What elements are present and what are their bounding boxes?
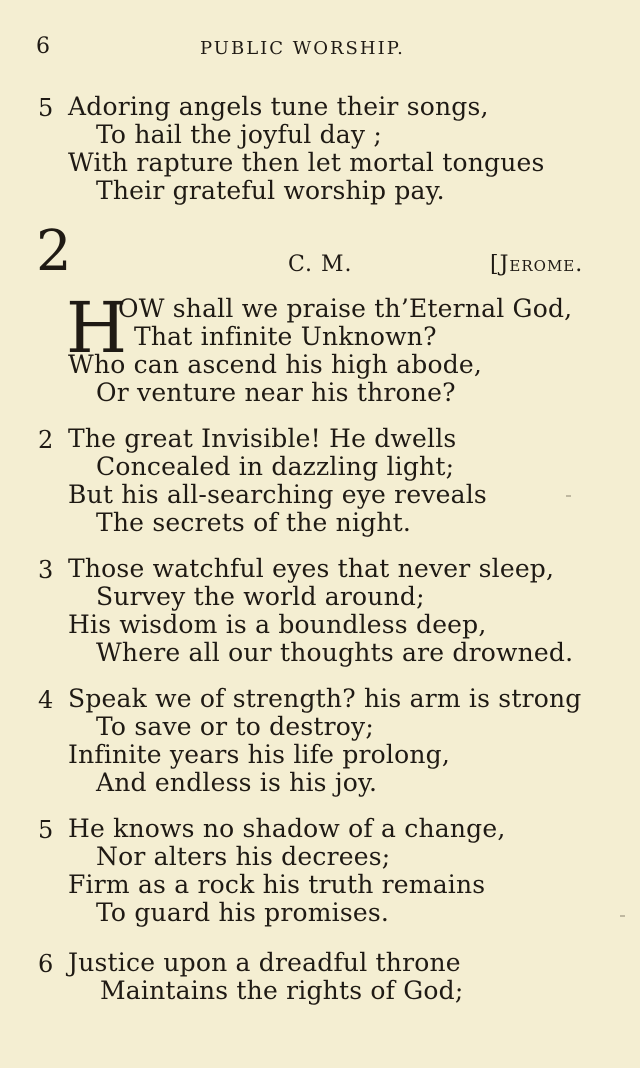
page-number: 6 (36, 34, 51, 59)
verse-line: Speak we of strength? his arm is strong (68, 684, 582, 713)
verse-line: Firm as a rock his truth remains (68, 870, 486, 899)
verse-line: That infinite Unknown? (134, 322, 437, 351)
verse-line: Their grateful worship pay. (96, 176, 445, 205)
verse-line: To guard his promises. (96, 898, 390, 927)
verse-line: The great Invisible! He dwells (68, 424, 457, 453)
hymn-number: 2 (36, 219, 72, 284)
drop-cap: H (66, 287, 128, 369)
verse-line: Justice upon a dreadful throne (68, 948, 461, 977)
verse-line: Infinite years his life prolong, (68, 740, 451, 769)
running-head: PUBLIC WORSHIP. (200, 38, 405, 59)
verse-line: His wisdom is a boundless deep, (68, 610, 487, 639)
verse-line: Concealed in dazzling light; (96, 452, 455, 481)
verse-line: But his all-searching eye reveals (68, 480, 487, 509)
verse-line: Who can ascend his high abode, (68, 350, 483, 379)
paper-speck (620, 915, 625, 917)
hymn-meter: C. M. (288, 252, 353, 277)
verse-line: Nor alters his decrees; (96, 842, 391, 871)
verse-line: OW shall we praise th’Eternal God, (118, 294, 573, 323)
paper-speck (566, 495, 571, 497)
stanza-number: 6 (38, 950, 54, 978)
verse-line: He knows no shadow of a change, (68, 814, 506, 843)
verse-line: Or venture near his throne? (96, 378, 456, 407)
verse-line: To save or to destroy; (96, 712, 374, 741)
verse-line: Maintains the rights of God; (100, 976, 464, 1005)
verse-line: And endless is his joy. (96, 768, 378, 797)
verse-line: Those watchful eyes that never sleep, (68, 554, 555, 583)
page-header (36, 34, 616, 66)
verse-line: To hail the joyful day ; (96, 120, 382, 149)
verse-line: With rapture then let mortal tongues (68, 148, 545, 177)
tune-name: [Jerome. (490, 252, 584, 277)
verse-line: Where all our thoughts are drowned. (96, 638, 574, 667)
stanza-number: 3 (38, 556, 54, 584)
stanza-number: 5 (38, 816, 54, 844)
verse-line: Survey the world around; (96, 582, 425, 611)
stanza-number: 2 (38, 426, 54, 454)
verse-line: The secrets of the night. (96, 508, 412, 537)
stanza-number: 5 (38, 94, 54, 122)
verse-line: Adoring angels tune their songs, (68, 92, 489, 121)
stanza-number: 4 (38, 686, 54, 714)
